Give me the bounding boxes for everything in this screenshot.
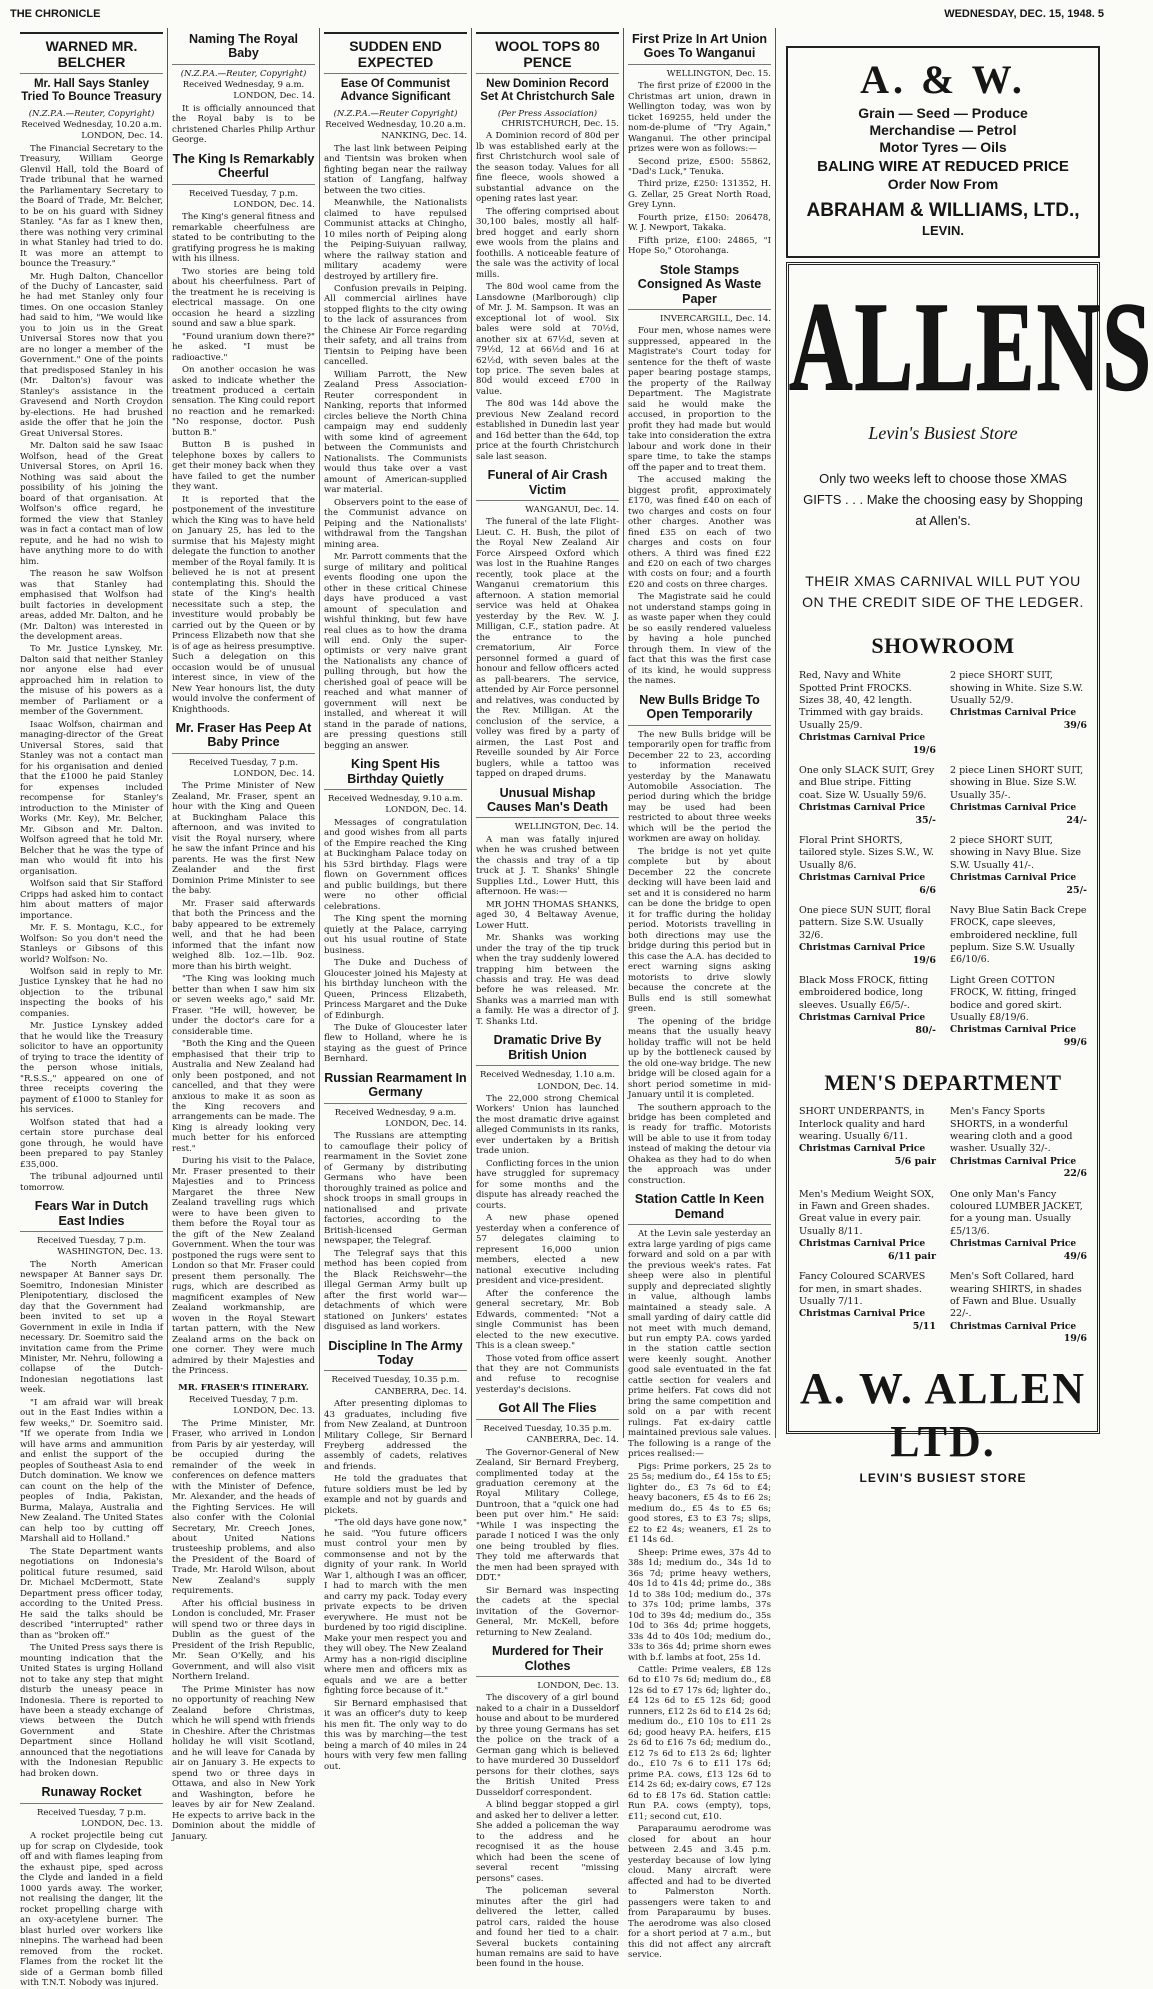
ad-item-description: 2 piece SHORT SUIT, showing in White. Size S.W. Usually 52/9.	[950, 670, 1084, 706]
ad-item-description: Floral Print SHORTS, tailored style. Sizes S.W., W. Usually 8/6.	[799, 834, 934, 871]
ad-item	[799, 1106, 936, 1180]
ad-item-description: Men's Soft Collared, hard wearing SHIRTS, in shades of Fawn and Blue. Usually 22/-.	[950, 1271, 1082, 1320]
article-paragraph: After his official business in London is concluded, Mr. Fraser will spend two or three days in Dublin as the guest of the President of the Irish Republic, Mr. Sean O'Kelly, and his Government, and will also visit Northern Ireland.	[172, 1598, 315, 1683]
article-paragraph: Fifth prize, £100: 24865, "I Hope So," Otorohanga.	[628, 235, 771, 257]
ad-item-price: 39/6	[1063, 719, 1087, 731]
article-dateline: LONDON, Dec. 14.	[233, 199, 315, 210]
article-paragraph: The Russians are attempting to camouflage their policy of rearmament in the Soviet zone of Germany by distributing Germans who have been thoroughly trained as police and shock troops in small groups in nationalised and private factories, according to the British-licensed German newspaper, the Telegraf.	[324, 1131, 467, 1247]
article-headline: Fears War in Dutch East Indies	[20, 1199, 163, 1232]
article-body	[172, 212, 315, 715]
article-paragraph: Confusion prevails in Peiping. All commercial airlines have stopped flights to the city owing to the lack of assurances from the Chinese Air Force regarding their safety, and all trains from Tientsin to Peiping have been cancelled.	[324, 284, 467, 368]
article-paragraph: The 22,000 strong Chemical Workers' Union has launched the most dramatic drive against alleged Communists in its ranks, ever undertaken by a British trade union.	[476, 1093, 619, 1157]
article	[476, 786, 619, 1028]
article-paragraph: Observers point to the ease of the Communist advance on Peiping and the Nationalists' withdrawal from the Tangshan mining area.	[324, 497, 467, 550]
article-deck: Mr. Hall Says Stanley Tried To Bounce Treasury	[21, 78, 162, 104]
article-paragraph: After presenting diplomas to 43 graduates, including five from New Zealand, at Duntroon Military College, Sir Bernard Freyberg addressed the assembly of cadets, relatives and friends.	[324, 1399, 467, 1472]
aw-line-1: Grain — Seed — Produce	[858, 104, 1028, 121]
ad-item	[950, 765, 1087, 827]
masthead-page-number: 5	[1097, 8, 1104, 21]
ad-item	[799, 975, 936, 1049]
article	[172, 721, 315, 1377]
ad-item-description: One only SLACK SUIT, Grey and Blue stripe. Fitting coat. Size W. Usually 59/6.	[799, 764, 935, 801]
ad-item	[799, 835, 936, 897]
article-paragraph: The discovery of a girl bound naked to a chair in a Dusseldorf house and about to be murdered by three young Germans has set the police on the track of a German gang which is believed to have murdered 30 Dusseldorf persons for their clothes, says the British United Press Dusseldorf correspondent.	[476, 1693, 619, 1798]
article	[172, 1383, 315, 1842]
ad-item-description: SHORT UNDERPANTS, in Interlock quality and hard wearing. Usually 6/11.	[799, 1106, 926, 1143]
aw-town: LEVIN.	[922, 222, 964, 238]
article-paragraph: Wolfson said in reply to Mr. Justice Lynskey that he had no objection to the tribunal inspecting the books of his companies.	[20, 967, 163, 1019]
masthead-date-page	[944, 8, 1104, 21]
article-paragraph: Mr. Fraser said afterwards that both the Princess and the baby appeared to be extremely well, and that he had been informed that the infant now weighed 8lb. 1oz.—1lb. 9oz. more than his birth weight.	[172, 898, 315, 972]
allens-slogan: THEIR XMAS CARNIVAL WILL PUT YOU ON THE CREDIT SIDE OF THE LEDGER.	[802, 573, 1084, 611]
article	[172, 32, 315, 146]
allens-tagline: Levin's Busiest Store	[868, 423, 1018, 443]
aw-logo: A. & W.	[860, 57, 1026, 102]
article-paragraph: William Parrott, the New Zealand Press Association-Reuter correspondent in Nanking, reports that informed circles believe the North China campaign may end suddenly with some kind of agreement between the Communists and Nationalists. The Communists would thus take over a vast amount of American-supplied war material.	[324, 369, 467, 496]
article-headline: Stole Stamps Consigned As Waste Paper	[628, 263, 771, 310]
article-paragraph: The tribunal adjourned until tomorrow.	[20, 1172, 163, 1193]
article-dateline: WELLINGTON, Dec. 14.	[514, 822, 619, 833]
article-received: Received Tuesday, 7 p.m.	[188, 188, 299, 199]
ad-item-price: 6/11 pair	[887, 1250, 936, 1262]
article-dateline: WASHINGTON, Dec. 13.	[57, 1247, 163, 1258]
article-paragraph: Sir Bernard emphasised that it was an officer's duty to keep his men fit. The only way to do this was by marching—the test being a march of 40 miles in 24 hours with very few men falling out.	[324, 1698, 467, 1772]
article	[476, 1401, 619, 1638]
article-received: Received Tuesday, 7 p.m.	[36, 1807, 147, 1818]
article-body	[20, 1260, 163, 1780]
ad-item-price: 22/6	[1063, 1168, 1087, 1180]
article-body	[324, 1131, 467, 1332]
allen-footer-subtitle: LEVIN'S BUSIEST STORE	[859, 1470, 1027, 1485]
masthead	[10, 4, 1104, 26]
mens-department-title: MEN'S DEPARTMENT	[824, 1069, 1062, 1095]
article-paragraph: The Governor-General of New Zealand, Sir Bernard Freyberg, complimented today at the graduation ceremony at the Royal Military College, Duntroon, that a "quick one had been put over him." He said: "While I was inspecting the parade I noticed I was the only one being troubled by flies. They told me afterwards that the men had been sprayed with DDT."	[476, 1447, 619, 1584]
article-received: Received Wednesday, 1.10 a.m.	[479, 1070, 616, 1081]
article-wire-credit: (N.Z.P.A.—Reuter, Copyright)	[28, 108, 155, 119]
article-paragraph: Four men, whose names were suppressed, appeared in the Magistrate's Court today for sentence for the theft of waste paper bearing postage stamps, the property of the Railway Department. The Magistrate said he would make the accused, in proportion to the profit they had made but would take into consideration the extra labour and work done in their spare time, to take the stamps off the paper and to treat them.	[628, 326, 771, 473]
article-dateline: LONDON, Dec. 14.	[537, 1081, 619, 1092]
article-paragraph: A man was fatally injured when he was crushed between the chassis and tray of a tip truck at J. T. Shanks' Shingle Supplies Ltd., Lower Hutt, this afternoon. He was:—	[476, 834, 619, 898]
article-paragraph: "The King was looking much better than when I saw him six or seven weeks ago," said Mr. Fraser. "He will, however, be under the doctor's care for a considerable time.	[172, 974, 315, 1037]
ad-item-description: Men's Fancy Sports SHORTS, in a wonderful wearing cloth and a good washer. Usually 32/-.	[950, 1106, 1073, 1155]
ad-item-price-label: Christmas Carnival Price	[950, 1025, 1077, 1036]
article-dateline: WELLINGTON, Dec. 15.	[666, 68, 771, 79]
article-paragraph: The Prime Minister of New Zealand, Mr. Fraser, spent an hour with the King and Queen at Buckingham Palace this afternoon, and was invited to visit the Royal nursery, where he saw the infant Prince and his parents. He was the first New Zealander and the first Dominion Prime Minister to see the baby.	[172, 781, 315, 897]
article-wire-credit: (N.Z.P.A.—Reuter Copyright)	[333, 108, 458, 119]
article-headline: Murdered for Their Clothes	[476, 1644, 619, 1677]
aw-line-5: Order Now From	[887, 176, 999, 193]
article-dateline: LONDON, Dec. 14.	[233, 769, 315, 780]
article-paragraph: Two stories are being told about his cheerfulness. Part of the treatment he is receiving is electrical massage. On one occasion he heard a sizzling sound and saw a blue spark.	[172, 266, 315, 330]
aw-line-2: Merchandise — Petrol	[869, 121, 1017, 138]
article-paragraph: The 80d was 14d above the previous New Zealand record established in Dunedin last year and 16d better than the 64d, top price at the fourth Christchurch sale last season.	[476, 399, 619, 462]
article-paragraph: The Magistrate said he could not understand stamps going in as waste paper when they could be so easily rendered valueless by having a hole punched through them. In view of the fact that this was the first case of its kind, he would suppress the names.	[628, 592, 771, 687]
article-paragraph: A Dominion record of 80d per lb was established early at the first Christchurch wool sale of the season today. Values for all fine fleece, wools showed a substantial advance on the opening rates last year.	[476, 131, 619, 205]
article-headline: WARNED MR. BELCHER	[20, 32, 163, 74]
article-dateline: CANBERRA, Dec. 14.	[526, 1435, 619, 1446]
article-paragraph: Mr. Parrott comments that the surge of military and political events flooding one upon the other in these critical Chinese days have produced a vast amount of speculation and wishful thinking, but few have real clues as to how the drama will end. Only the super-optimists or very naive grant the Nationalists any chance of pulling through, but how the cherished goal of peace will be reached and what manner of government will next be installed, and whereat it will stand in the parade of nations, are pressing questions still begging an answer.	[324, 552, 467, 751]
article-paragraph: Wolfson said that Sir Stafford Cripps had asked him to contact him about matters of major importance.	[20, 879, 163, 921]
article-paragraph: The Duke of Gloucester later flew to Holland, where he is staying as the guest of Prince Bernhard.	[324, 1022, 467, 1065]
article-paragraph: Pigs: Prime porkers, 25 2s to 25 5s; medium do., £4 15s to £5; lighter do., £3 7s 6d to £4; heavy baconers, £5 4s to £6 2s; medium do., £5 4s to £5 6s; good stores, £3 to £3 7s; slips, £2 to £2 4s; weaners, £1 2s to £1 14s 6d.	[628, 1461, 771, 1546]
article-headline: Mr. Fraser Has Peep At Baby Prince	[172, 721, 315, 754]
news-columns	[20, 28, 780, 1989]
article-received: Received Wednesday, 10.20 a.m.	[325, 119, 466, 130]
article-headline: The King Is Remarkably Cheerful	[172, 152, 315, 185]
article-paragraph: Conflicting forces in the union have struggled for supremacy for some months and the dispute has already reached the courts.	[476, 1158, 619, 1211]
article-received: Received Wednesday, 10.20 a.m.	[21, 119, 162, 130]
article-paragraph: The Telegraf says that this method has been copied from the Black Reichswehr—the illegal German Army built up after the first world war—detachments of which were stationed on Junkers' estates disguised as land workers.	[324, 1248, 467, 1333]
article-paragraph: Those voted from office assert that they are not Communists and refuse to recognise yesterday's decisions.	[476, 1353, 619, 1395]
article-paragraph: The bridge is not yet quite complete but by about December 22 the concrete decking will have been laid and set and it is considered no harm can be done the bridge to open it for traffic during the holiday period. Motorists travelling in both directions may use the bridge during this period but in this case the A.A. has decided to erect warning signs asking motorists to drive slowly because the concrete at the Bulls end is still somewhat green.	[628, 846, 771, 1015]
ad-item	[950, 1271, 1087, 1345]
article-received: Received Tuesday, 10.35 p.m.	[331, 1375, 460, 1386]
article-body	[172, 104, 315, 146]
article	[20, 1785, 163, 1988]
ad-item-description: Men's Medium Weight SOX, in Fawn and Green shades. Great value in every pair. Usually 8/11.	[799, 1188, 935, 1237]
ad-item-price: 5/11	[912, 1320, 936, 1332]
article-paragraph: To Mr. Justice Lynskey, Mr. Dalton said that neither Stanley nor anyone else had ever approached him in relation to the misuse of his powers as a member of Parliament or a member of the Government.	[20, 644, 163, 718]
article-paragraph: Fourth prize, £150: 206478, W. J. Newport, Takaka.	[628, 212, 771, 234]
ad-item-price-label: Christmas Carnival Price	[799, 1144, 926, 1155]
article	[476, 32, 619, 462]
ad-item-price-label: Christmas Carnival Price	[799, 1309, 926, 1320]
ad-item	[950, 835, 1087, 897]
article-paragraph: A rocket projectile being cut up for scrap on Clydeside, took off and with flames leaping from the exhaust pipe, sped across the Clyde and landed in a field 1000 yards away. The worker, not realising the danger, lit the rocket propelling charge with an oxy-acetylene burner. The blast hurled over workers like ninepins. The warhead had been removed from the rocket. Flames from the rocket lit the side of a German bomb filled with T.N.T. Nobody was injured.	[20, 1831, 163, 1989]
article-received: Received Wednesday, 9 a.m.	[182, 80, 305, 91]
article-paragraph: Isaac Wolfson, chairman and managing-director of the Great Universal Stores, said that Stanley was not a contact man for his organisation and denied that the £1000 he paid Stanley for expenses included recompense for Stanley's introduction to the Minister of Works (Mr. Key), Mr. Belcher, Mr. Gibson and Mr. Dalton. Wolfson agreed that he told Mr. Belcher that he was the type of man who would fit into his organisation.	[20, 719, 163, 877]
ad-item-description: Fancy Coloured SCARVES for men, in smart shades. Usually 7/11.	[799, 1271, 926, 1307]
article-paragraph: Sheep: Prime ewes, 37s 4d to 38s 1d; medium do., 34s 1d to 36s 7d; prime heavy wethers, 40s 1d to 41s 4d; prime do., 38s 1d to 38s 10d; medium do., 37s to 37s 10d; prime lambs, 37s 10d to 39s 4d; medium do., 35s 10d to 36s 4d; prime hoggets, 33s 4d to 40s 10d; medium do., 33s to 36s 4d; prime shorn ewes with b.f. lambs at foot, 25s 1d.	[628, 1547, 771, 1663]
mens-items	[789, 1106, 1097, 1345]
article-received: Received Tuesday, 7 p.m.	[188, 757, 299, 768]
article-headline: Dramatic Drive By British Union	[476, 1033, 619, 1066]
showroom-items	[789, 670, 1097, 1049]
ad-item-price-label: Christmas Carnival Price	[799, 1013, 926, 1024]
ad-item-price-label: Christmas Carnival Price	[799, 802, 926, 813]
article-body	[20, 1831, 163, 1988]
article-paragraph: MR JOHN THOMAS SHANKS, aged 30, 4 Beltaway Avenue, Lower Hutt.	[476, 899, 619, 931]
article-headline: Runaway Rocket	[20, 1785, 163, 1803]
article-dateline: NANKING, Dec. 14.	[381, 131, 467, 142]
article-dateline: LONDON, Dec. 13.	[81, 1819, 163, 1830]
article-paragraph: The accused making the biggest profit, approximately £170, was fined £40 on each of two charges and costs on four other charges. Another was fined £35 on each of two charges and costs on four others. A third was fined £22 and £20 on each of two charges with costs on four; and a fourth £20 and costs on three charges.	[628, 475, 771, 590]
article-paragraph: The new Bulls bridge will be temporarily open for traffic from December 22 to 23, according to information received yesterday by the Manawatu Automobile Association. The period during which the bridge may be used had been restricted to about three weeks which will be the period the workmen are away on holiday.	[628, 729, 771, 845]
news-column	[20, 28, 168, 1989]
article-dateline: INVERCARGILL, Dec. 14.	[660, 313, 771, 324]
ad-item-price-label: Christmas Carnival Price	[950, 802, 1077, 813]
article-body	[172, 1419, 315, 1842]
article-dateline: LONDON, Dec. 13.	[537, 1681, 619, 1691]
ad-item-price: 99/6	[1063, 1037, 1087, 1049]
ad-item-price: 35/-	[915, 814, 936, 826]
article-paragraph: The King spent the morning quietly at the Palace, carrying out his usual routine of State business.	[324, 914, 467, 956]
ad-item-price-label: Christmas Carnival Price	[799, 943, 926, 954]
article-headline: SUDDEN END EXPECTED	[324, 32, 467, 74]
article-paragraph: "Found uranium down there?" he asked. "I must be radioactive."	[172, 331, 315, 363]
article	[324, 1071, 467, 1333]
aw-line-3: Motor Tyres — Oils	[879, 138, 1007, 155]
ad-item	[799, 1189, 936, 1263]
article-body	[628, 1229, 771, 1960]
article-paragraph: The United Press says there is mounting indication that the United States is urging Holland not to take any step that might disturb the uneasy peace in Indonesia. There is reported to have been a steady exchange of views between the Dutch Government and State Department since Holland announced that the negotiations with the Indonesian Republic had broken down.	[20, 1643, 163, 1779]
article-paragraph: The State Department wants negotiations on Indonesia's political future resumed, said Dr. Michael McDermott, State Department press officer today, according to the United Press. He said the talks should be described "interrupted" rather than as "broken off."	[20, 1546, 163, 1641]
article-received: Received Wednesday, 9.10 a.m.	[327, 794, 464, 805]
ad-item-price-label: Christmas Carnival Price	[799, 873, 926, 884]
ad-item-price-label: Christmas Carnival Price	[950, 1239, 1077, 1250]
ad-item-price-label: Christmas Carnival Price	[950, 873, 1077, 884]
ad-item	[799, 765, 936, 827]
article-dateline: WANGANUI, Dec. 14.	[525, 505, 619, 516]
article	[628, 1192, 771, 1960]
article-headline: Funeral of Air Crash Victim	[476, 468, 619, 501]
article-paragraph: The 80d wool came from the Lansdowne (Marlborough) clip of Mr. J. M. Sampson. It was an exceptional lot of wool. Six bales were sold at 70½d, another six at 67½d, seven at 79½d, 12 at 66½d and 16 at 62½d, with seven bales at the top price. The seven bales at 80d would exceed £700 in value.	[476, 282, 619, 397]
news-column	[476, 28, 624, 1970]
article-paragraph: The first prize of £2000 in the Christmas art union, drawn in Wellington today, was won by ticket 169255, held under the nom-de-plume of "Try Again," Wanganui. The other principal prizes were won as follows:—	[628, 81, 771, 155]
article-headline: Discipline In The Army Today	[324, 1339, 467, 1372]
article-deck: New Dominion Record Set At Christchurch Sale	[480, 78, 615, 104]
article-paragraph: The policeman several minutes after the girl had delivered the letter, called patrol cars, raided the house and found her tied to a chair. Several buckets containing human remains are said to have been found in the house.	[476, 1886, 619, 1970]
article-received: Received Tuesday, 10.35 p.m.	[483, 1423, 612, 1434]
article-wire-credit: (Per Press Association)	[497, 108, 598, 119]
allens-logo: ALLENS	[789, 277, 1153, 419]
article-paragraph: The Prime Minister, Mr. Fraser, who arrived in London from Paris by air yesterday, will be occupied during the remainder of the week in conferences on defence matters with the Minister of Defence, Mr. Alexander, and the heads of the Fighting Services. He will also confer with the Colonial Secretary, Mr. Creech Jones, about United Nations trusteeship problems, and also the President of the Board of Trade, Mr. Harold Wilson, about New Zealand's supply requirements.	[172, 1418, 315, 1597]
article-body	[628, 730, 771, 1187]
article-body	[20, 144, 163, 1193]
article-paragraph: "Both the King and the Queen emphasised that their trip to Australia and New Zealand had only been postponed, and not cancelled, and that they were anxious to make it as soon as the King recovers and arrangements can be made. The King is already looking very much better for his enforced rest."	[172, 1039, 315, 1154]
article-paragraph: Wolfson stated that had a certain store purchase deal gone through, he would have been prepared to pay Stanley £35,000.	[20, 1117, 163, 1170]
article-body	[476, 131, 619, 462]
ad-item-price-label: Christmas Carnival Price	[950, 1156, 1077, 1167]
ad-item-price: 24/-	[1066, 814, 1087, 826]
ad-item-price-label: Christmas Carnival Price	[799, 732, 926, 743]
allen-footer	[789, 1362, 1097, 1486]
ad-item-price-label: Christmas Carnival Price	[799, 1239, 926, 1250]
article-dateline: LONDON, Dec. 14.	[385, 805, 467, 816]
article	[476, 1644, 619, 1970]
article-paragraph: "The old days have gone now," he said. "You future officers must control your men by commonsense and not by the dignity of your rank. In World War 1, although I was an officer, I had to march with the men and carry my pack. Today every private expects to be driven everywhere. He must not be burdened by too rigid discipline. Make your men respect you and they will obey. The New Zealand Army has a non-rigid discipline where men and officers mix as equals and we are a better fighting force because of it."	[324, 1518, 467, 1697]
article-paragraph: At the Levin sale yesterday an extra large yarding of pigs came forward and sold on a par with the previous week's rates. Fat sheep were also in plentiful supply and depreciated slightly in value, although lambs maintained a steady sale. A small yarding of dairy cattle did not meet with much demand, but run empty P.A. cows yarded in the station cattle section were keenly sought. Another good sale eventuated in the fat cattle section for vealers and prime heifers. Fat cows did not bring the same competition and sold on a par with recent rulings. Fat ex-dairy cattle maintained previous sale values. The following is a range of the prices realised:—	[628, 1229, 771, 1460]
article	[628, 263, 771, 687]
article-dateline: LONDON, Dec. 14.	[81, 131, 163, 142]
ad-item	[950, 905, 1087, 967]
masthead-date: WEDNESDAY, DEC. 15, 1948.	[944, 8, 1095, 21]
ad-item	[950, 1106, 1087, 1180]
ad-item-description: One piece SUN SUIT, floral pattern. Size S.W. Usually 32/6.	[799, 905, 931, 941]
ad-item-price: 19/6	[1063, 1333, 1087, 1345]
article-body	[628, 326, 771, 686]
ad-item-price-label: Christmas Carnival Price	[950, 1321, 1077, 1332]
aw-company: ABRAHAM & WILLIAMS, LTD.,	[806, 200, 1080, 222]
article-dateline: LONDON, Dec. 14.	[385, 1119, 467, 1130]
article	[628, 693, 771, 1187]
masthead-paper: THE CHRONICLE	[10, 8, 101, 21]
article-body	[324, 818, 467, 1065]
article	[324, 757, 467, 1065]
article-subhead: MR. FRASER'S ITINERARY.	[178, 1382, 309, 1393]
ad-item-price: 19/6	[912, 744, 936, 756]
article-paragraph: On another occasion he was asked to indicate whether the treatment produced a certain sensation. The King could report no reaction and he remarked: "No response, doctor. Push button B."	[172, 365, 315, 438]
article-headline: WOOL TOPS 80 PENCE	[476, 32, 619, 74]
article-paragraph: The King's general fitness and remarkable cheerfulness are stated to be contributing to the gratifying progress he is making with his illness.	[172, 212, 315, 265]
article-paragraph: The opening of the bridge means that the usually heavy holiday traffic will not be held up by the bottleneck caused by the old one-way bridge. The new bridge will be closed again for a short period sometime in mid-January until it is completed.	[628, 1016, 771, 1101]
article-body	[476, 1094, 619, 1396]
article-received: Received Wednesday, 9 a.m.	[334, 1107, 457, 1118]
article-headline: Station Cattle In Keen Demand	[628, 1192, 771, 1225]
article-paragraph: Paraparaumu aerodrome was closed for about an hour between 2.45 and 3.45 p.m. yesterday because of low lying cloud. Many aircraft were affected and had to be diverted to Palmerston North. passengers were taken to and from Paraparaumu by buses. The aerodrome was also closed for a short period at 7 a.m., but this did not affect any aircraft service.	[628, 1824, 771, 1961]
article-paragraph: "I am afraid war will break out in the East Indies within a few weeks," Dr. Soemitro said. "If we operate from India we will have arms and ammunition and enlist the support of the peoples of Southeast Asia to end Dutch domination. We know we can count on the help of the peoples of India, Pakistan, Burma, Malaya, Australia and New Zealand. The United States can help too by cutting off Marshall aid to Holland."	[20, 1397, 163, 1545]
article-paragraph: During his visit to the Palace, Mr. Fraser presented to their Majesties and to Princess Margaret the three New Zealand travelling rugs which were to have been given to them before the Royal tour as the gift of the New Zealand Government. When the tour was postponed the rugs were sent to London so that Mr. Fraser could present them personally. The rugs, which are described as magnificent examples of New Zealand workmanship, are woven in the Royal Stewart tartan pattern, with the New Zealand arms on the back on one corner. They were much admired by their Majesties and the Princess.	[172, 1156, 315, 1377]
ad-item-description: One only Man's Fancy coloured LUMBER JACKET, for a young man. Usually £5/13/6.	[950, 1188, 1083, 1237]
ad-item	[950, 975, 1087, 1049]
aw-advertisement	[786, 46, 1100, 258]
article-body	[476, 1448, 619, 1639]
allen-footer-name: A. W. ALLEN LTD.	[799, 1363, 1087, 1467]
article-body	[476, 517, 619, 779]
ad-item-price-label: Christmas Carnival Price	[950, 708, 1077, 719]
ad-item	[799, 1271, 936, 1345]
article-paragraph: Mr. F. S. Montagu, K.C., for Wolfson: So you don't need the Stanleys or Gibsons of this world? Wolfson: No.	[20, 923, 163, 965]
article-body	[476, 1693, 619, 1970]
ad-item-description: Black Moss FROCK, fitting embroidered bodice, long sleeves. Usually £6/5/-.	[799, 975, 929, 1011]
article-paragraph: Mr. Dalton said he saw Isaac Wolfson, head of the Great Universal Stores, on April 16. Nothing was said about the possibility of his joining the board of that organisation. At Wolfson's office regard, he formed the view that Stanley was in fact a contact man of low repute, and he had no wish to have anything more to do with him.	[20, 441, 163, 567]
article-paragraph: A blind beggar stopped a girl and asked her to deliver a letter. She added a policeman the way to the address and he recognised it as the house which had been the scene of several recent "missing persons" cases.	[476, 1800, 619, 1884]
article-paragraph: The funeral of the late Flight-Lieut. C. H. Bush, the pilot of the Royal New Zealand Air Force Airspeed Oxford which was lost in the Ruahine Ranges recently, took place at the Wanganui crematorium this afternoon. A station memorial service was held at Ohakea yesterday by the Rev. W. J. Milligan, C.F., station padre. At the entrance to the crematorium, Air Force personnel formed a guard of honour and fellow officers acted as pall-bearers. The service, attended by Air Force personnel and relatives, was conducted by the Rev. Milligan. At the conclusion of the service, a volley was fired by a party of airmen, the Last Post and Reveille sounded by Air Force buglers, while a tattoo was tapped on draped drums.	[476, 517, 619, 780]
ad-item-description: Red, Navy and White Spotted Print FROCKS. Sizes 38, 40, 42 length. Trimmed with gay braids. Usually 25/9.	[799, 670, 924, 731]
article-paragraph: The Duke and Duchess of Gloucester joined his Majesty at his birthday luncheon with the Queen, Princess Elizabeth, Princess Margaret and the Duke of Edinburgh.	[324, 958, 467, 1021]
article	[324, 32, 467, 751]
article-paragraph: Cattle: Prime vealers, £8 12s 6d to £10 7s 6d; medium do., £8 12s 6d to £7 17s 6d; lighter do., £4 12s 6d to £5 12s 6d; good runners, £12 2s 6d to £14 2s 6d; medium do., £10 10s to £11 2s 6d; good heavy P.A. heifers, £15 2s 6d to £16 7s 6d; medium do., £12 7s 6d to £13 2s 6d; lighter do., £10 7s 6 to £11 17s 6d; prime P.A. cows, £13 12s 6d to £14 2s 6d; ex-dairy cows, £7 12s 6d to £8 17s 6d. Station cattle: Run P.A. cows (empty), tops, £11; second cut, £10.	[628, 1665, 771, 1822]
ad-item-price: 19/6	[912, 954, 936, 966]
article-paragraph: It is officially announced that the Royal baby is to be christened Charles Philip Arthur George.	[172, 103, 315, 146]
article-paragraph: A new phase opened yesterday when a conference of 57 delegates claiming to represent 16,000 union members, elected a new national executive including president and vice-president.	[476, 1213, 619, 1287]
article	[20, 32, 163, 1193]
news-column	[324, 28, 472, 1772]
ad-item-description: 2 piece Linen SHORT SUIT, showing in Blue. Size S.W. Usually 35/-.	[950, 764, 1084, 801]
article	[476, 1033, 619, 1395]
article-paragraph: Mr. Shanks was working under the tray of the tip truck when the tray suddenly lowered trapping him between the chassis and tray. He was dead before he was released. Mr. Shanks was a married man with a family. He was a director of J. T. Shanks Ltd.	[476, 933, 619, 1027]
article-headline: Unusual Mishap Causes Man's Death	[476, 786, 619, 819]
article-paragraph: He told the graduates that future soldiers must be led by example and not by guards and pickets.	[324, 1474, 467, 1516]
ad-item	[799, 905, 936, 967]
news-column	[628, 28, 776, 1961]
showroom-title: SHOWROOM	[871, 633, 1015, 659]
aw-line-4: BALING WIRE AT REDUCED PRICE	[817, 158, 1069, 176]
allens-intro: Only two weeks left to choose those XMAS GIFTS . . . Make the choosing easy by Shopping at Allen's.	[803, 470, 1083, 528]
allens-advertisement	[786, 262, 1153, 1485]
article	[476, 468, 619, 779]
article-paragraph: After the conference the general secretary, Mr. Bob Edwards, commented: "Not a single Communist has been elected to the new executive. This is a clean sweep."	[476, 1288, 619, 1352]
article-paragraph: Messages of congratulation and good wishes from all parts of the Empire reached the King at Buckingham Palace today on his 53rd birthday. Flags were flown on Government offices and public buildings, but there were no other official celebrations.	[324, 817, 467, 912]
article-wire-credit: (N.Z.P.A.—Reuter, Copyright)	[180, 68, 307, 79]
article-dateline: CANBERRA, Dec. 14.	[374, 1386, 467, 1397]
article-paragraph: The offering comprised about 30,100 bales, mostly all half-bred hogget and early shorn ewe wools from the plains and foothills. A noticeable feature of the sale was the activity of local mills.	[476, 206, 619, 280]
article	[20, 1199, 163, 1779]
article-body	[476, 835, 619, 1028]
article-paragraph: The reason he saw Wolfson was that Stanley had emphasised that Wolfson had built factories in development areas, added Mr. Dalton, and he (Mr. Dalton) was interested in the development areas.	[20, 569, 163, 642]
article	[172, 152, 315, 715]
article-dateline: CHRISTCHURCH, Dec. 15.	[501, 118, 619, 129]
article-dateline: LONDON, Dec. 13.	[233, 1406, 315, 1417]
ad-item-description: 2 piece SHORT SUIT, showing in Navy Blue. Size S.W. Usually 41/-.	[950, 834, 1081, 871]
article-body	[172, 781, 315, 1376]
article-body	[324, 1399, 467, 1772]
ad-item-price: 5/6 pair	[894, 1156, 936, 1168]
article-dateline: LONDON, Dec. 14.	[233, 91, 315, 102]
article-paragraph: Meanwhile, the Nationalists claimed to have repulsed Communist attacks at Chingho, 10 miles north of Peiping along the Peiping-Suiyuan railway, where the railway station and military academy were destroyed by artillery fire.	[324, 198, 467, 282]
article-deck: Ease Of Communist Advance Significant	[340, 78, 451, 104]
ad-item-price: 25/-	[1066, 884, 1087, 896]
ad-item-price: 49/6	[1063, 1250, 1087, 1262]
ad-item-price: 80/-	[915, 1024, 936, 1036]
article-headline: Got All The Flies	[476, 1401, 619, 1419]
article-paragraph: Mr. Hugh Dalton, Chancellor of the Duchy of Lancaster, said he had met Stanley only four times. On one occasion Stanley had said to him, "We would like you to join us in the Great Universal Stores now that you are no longer a member of the Government." One of the points that predisposed Stanley in his (Mr. Dalton's) favour was Stanley's assistance in the Gravesend and North Croydon by-elections. He had brushed aside the offer that he join the Great Universal Stores.	[20, 271, 163, 439]
ad-item	[950, 670, 1087, 757]
article-headline: New Bulls Bridge To Open Temporarily	[628, 693, 771, 726]
article-headline: King Spent His Birthday Quietly	[324, 757, 467, 790]
ad-item	[799, 670, 936, 757]
article-paragraph: Mr. Justice Lynskey added that he would like the Treasury solicitor to have an opportunity of trying to trace the identity of the person whose initials, "R.S.S.," appeared on one of three receipts covering the payment of £1000 to Stanley for his services.	[20, 1021, 163, 1116]
article-headline: First Prize In Art Union Goes To Wanganui	[628, 32, 771, 65]
article-body	[628, 81, 771, 257]
ad-item-description: Navy Blue Satin Back Crepe FROCK, cape sleeves, embroidered neckline, full peplum. Size S.W. Usually £6/10/6.	[950, 905, 1087, 966]
article-paragraph: Button B is pushed in telephone boxes by callers to get their money back when they have failed to get the number they want.	[172, 440, 315, 493]
article	[324, 1339, 467, 1772]
article-paragraph: The southern approach to the bridge has been completed and is ready for traffic. Motorists will be able to use it from today instead of making the detour via Ohakea as they had to do when the approach was under construction.	[628, 1102, 771, 1186]
article-paragraph: The North American newspaper At Banner says Dr. Soemitro, Indonesian Minister Plenipotentiary, disclosed the day that the Government had been invited to set up a Government in exile in India if necessary. Dr. Soemitro said the invitation came from the Prime Minister, Mr. Nehru, following a collapse of the Dutch-Indonesian negotiations last week.	[20, 1259, 163, 1396]
article-body	[324, 144, 467, 752]
article-headline: Naming The Royal Baby	[172, 32, 315, 65]
article-paragraph: Second prize, £500: 55862, "Dad's Luck," Tenuka.	[628, 156, 771, 177]
article-paragraph: Sir Bernard was inspecting the cadets at the special invitation of the Governor-General, Mr. McKell, before returning to New Zealand.	[476, 1585, 619, 1638]
article-received: Received Tuesday, 7 p.m.	[36, 1235, 147, 1246]
article	[628, 32, 771, 257]
article-paragraph: The last link between Peiping and Tientsin was broken when fighting began near the railway station of Langfang, halfway between the two cities.	[324, 143, 467, 196]
ad-item-price: 6/6	[919, 884, 936, 896]
ad-item	[950, 1189, 1087, 1263]
article-paragraph: It is reported that the postponement of the investiture which the King was to have held on January 25, has led to the surmise that his Majesty might delegate the function to another member of the Royal family. It is believed he is not at present contemplating this. Should the state of the King's health necessitate such a step, the investiture would probably be carried out by the Queen or by Princess Elizabeth now that she is of age as heiress presumptive. Such a delegation on this occasion would be of unusual interest since, in view of the New Year honours list, the duty would involve the conferment of Knighthoods.	[172, 494, 315, 715]
article-paragraph: The Prime Minister has now no opportunity of reaching New Zealand before Christmas, which he will spend with friends in Cheshire. After the Christmas holiday he will visit Scotland, and he will leave for Canada by air on January 3. He expects to spend two or three days in Ottawa, and also in New York and Washington, before he leaves by air for New Zealand. He expects to arrive back in the Dominion about the middle of January.	[172, 1684, 315, 1842]
news-column	[172, 28, 320, 1842]
article-received: Received Tuesday, 7 p.m.	[188, 1394, 299, 1405]
article-paragraph: The Financial Secretary to the Treasury, William George Glenvil Hall, told the Board of Trade tribunal that he warned the Parliamentary Secretary to the Board of Trade, Mr. Belcher, to be on his guard with Sidney Stanley. "As far as I knew then, there was nothing very criminal in what Stanley had tried to do. It was more an attempt to bounce the Treasury."	[20, 143, 163, 270]
article-headline: Russian Rearmament In Germany	[324, 1071, 467, 1104]
article-paragraph: Third prize, £250: 131352, H. G. Zellar, 25 Great North Road, Grey Lynn.	[628, 179, 771, 211]
ad-item-description: Light Green COTTON FROCK, W. fitting, fringed bodice and gored skirt. Usually £8/19/6.	[950, 975, 1077, 1024]
